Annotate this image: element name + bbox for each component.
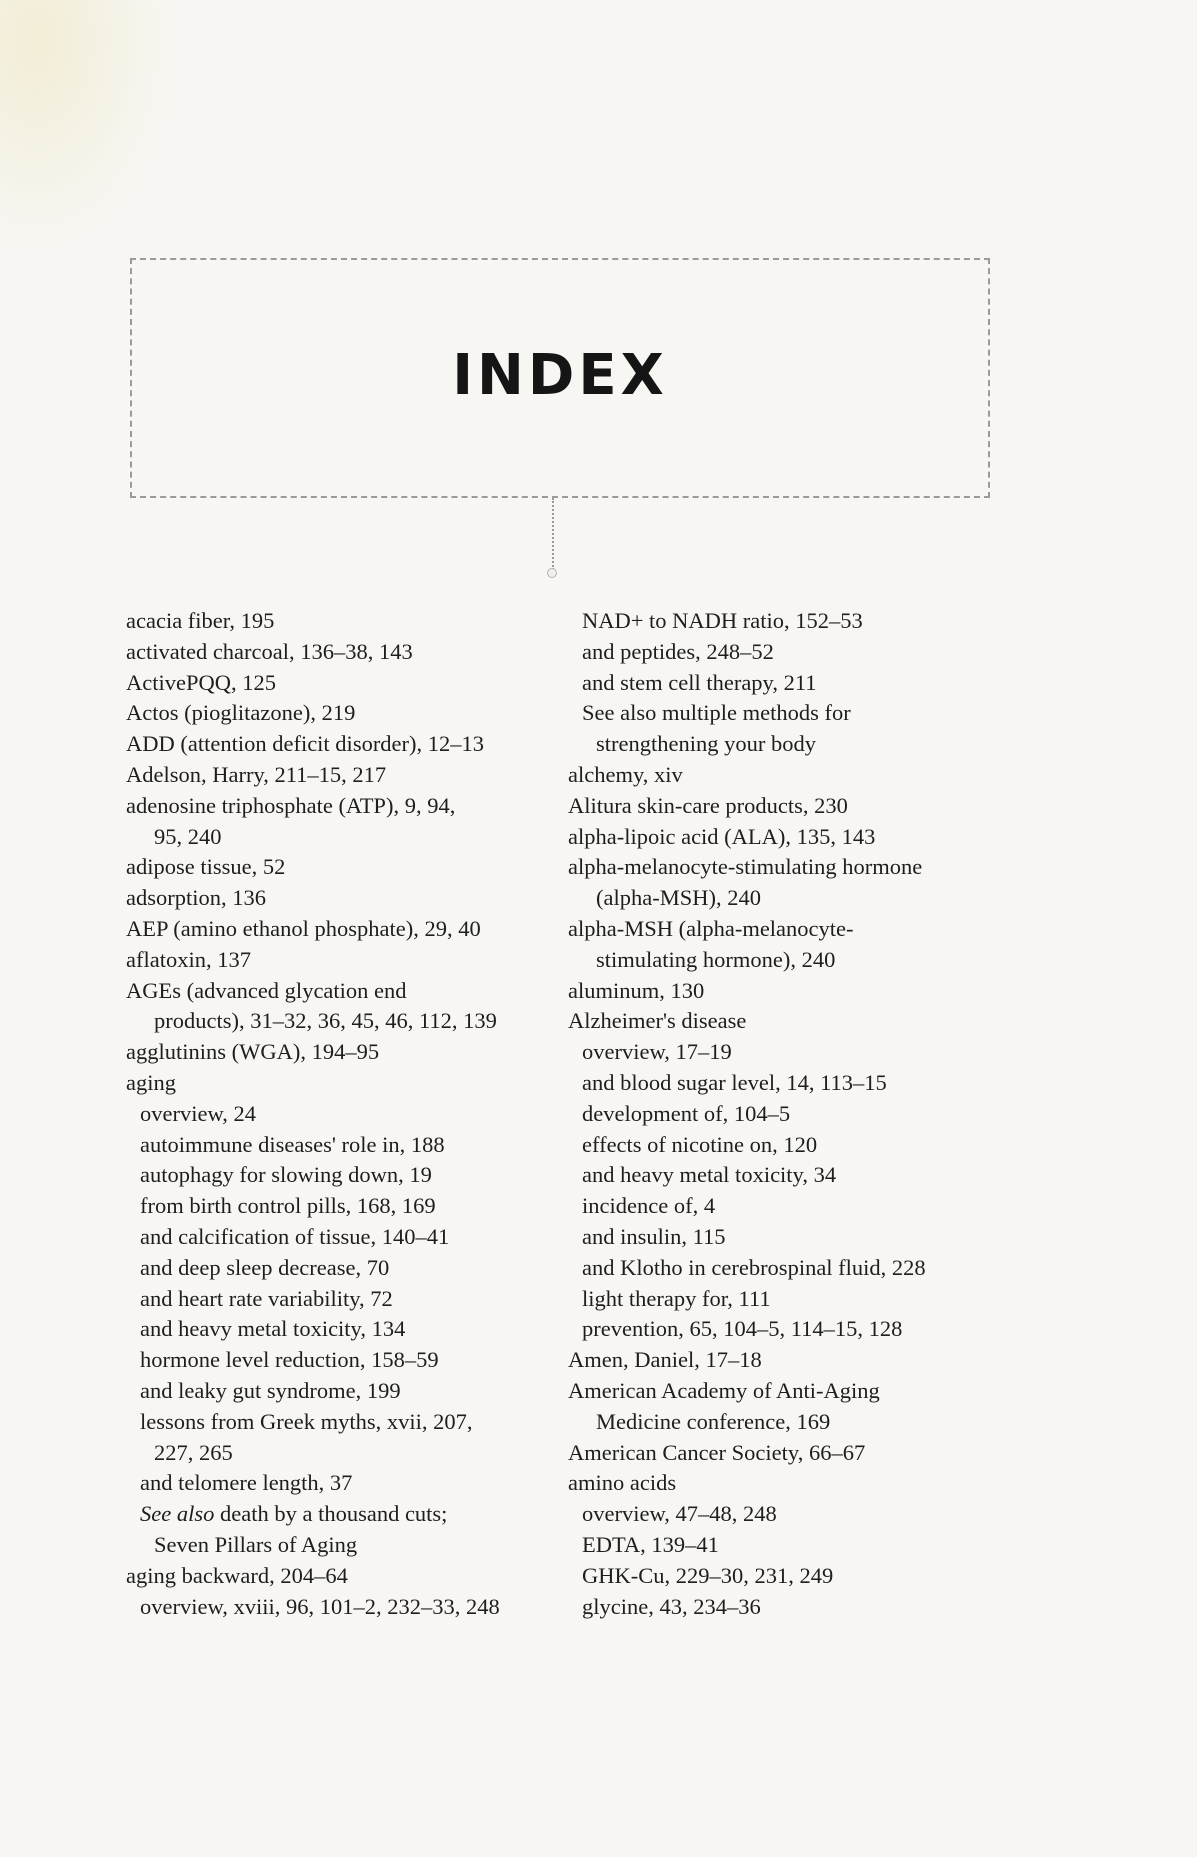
index-subentry	[126, 1592, 546, 1623]
index-entry-text: aging backward, 204–64	[126, 1562, 348, 1588]
index-entry-text: alchemy, xiv	[568, 761, 683, 787]
index-entry	[568, 822, 1008, 853]
index-entry-text: 95, 240	[154, 823, 222, 849]
index-subentry	[126, 822, 546, 853]
index-subentry	[126, 1099, 546, 1130]
index-subentry	[126, 1284, 546, 1315]
index-entry-text: adsorption, 136	[126, 885, 266, 911]
index-entry-text: NAD+ to NADH ratio, 152–53	[582, 608, 863, 633]
index-entry-text: overview, xviii, 96, 101–2, 232–33, 248	[140, 1593, 500, 1619]
index-entry-text: Medicine conference, 169	[596, 1408, 831, 1434]
connector-dot-icon	[547, 568, 557, 578]
index-entry	[568, 1006, 1008, 1037]
index-entry-text: and Klotho in cerebrospinal fluid, 228	[582, 1254, 926, 1280]
index-entry-text: Alitura skin-care products, 230	[568, 792, 848, 818]
index-entry-text: aluminum, 130	[568, 977, 705, 1003]
index-subentry	[568, 1592, 1008, 1623]
index-subentry	[126, 1130, 546, 1161]
index-entry	[126, 914, 546, 945]
page-stain	[0, 0, 180, 260]
index-entry-text: incidence of, 4	[582, 1193, 716, 1219]
index-subentry	[568, 1037, 1008, 1068]
index-entry	[126, 668, 546, 699]
index-entry-text: ActivePQQ, 125	[126, 669, 276, 695]
index-subentry	[126, 1006, 546, 1037]
index-entry-text: and insulin, 115	[582, 1223, 726, 1249]
index-entry-text: Adelson, Harry, 211–15, 217	[126, 761, 387, 787]
index-entry-text: acacia fiber, 195	[126, 608, 275, 633]
index-entry-text: and heart rate variability, 72	[140, 1285, 393, 1311]
index-subentry	[126, 1376, 546, 1407]
index-entry	[126, 698, 546, 729]
index-subentry	[568, 1561, 1008, 1592]
index-entry-text: American Academy of Anti-Aging	[568, 1377, 880, 1403]
index-entry	[568, 1345, 1008, 1376]
index-entry	[568, 852, 1008, 883]
index-entry-text: products), 31–32, 36, 45, 46, 112, 139	[154, 1008, 497, 1034]
index-subentry	[568, 1160, 1008, 1191]
index-entry-text: Amen, Daniel, 17–18	[568, 1347, 762, 1373]
index-entry-text: and heavy metal toxicity, 34	[582, 1162, 837, 1188]
index-entry-text: and leaky gut syndrome, 199	[140, 1377, 401, 1403]
index-entry	[568, 914, 1008, 945]
index-subentry	[568, 1222, 1008, 1253]
index-entry-text: overview, 17–19	[582, 1039, 732, 1065]
index-subentry	[126, 1438, 546, 1469]
index-entry-text: and heavy metal toxicity, 134	[140, 1316, 406, 1342]
index-entry-text: lessons from Greek myths, xvii, 207,	[140, 1408, 473, 1434]
page-title: INDEX	[452, 343, 668, 408]
index-entry-text: and deep sleep decrease, 70	[140, 1254, 390, 1280]
index-entry-text: (alpha-MSH), 240	[596, 885, 761, 911]
index-entry-text: agglutinins (WGA), 194–95	[126, 1039, 380, 1065]
index-subentry	[126, 1222, 546, 1253]
index-entry	[568, 1468, 1008, 1499]
index-entry	[126, 606, 546, 637]
index-entry	[126, 1561, 546, 1592]
index-entry-text: strengthening your body	[596, 731, 816, 757]
index-entry-text: development of, 104–5	[582, 1100, 791, 1126]
index-subentry	[126, 1345, 546, 1376]
index-entry-text: alpha-lipoic acid (ALA), 135, 143	[568, 823, 876, 849]
index-column-left	[126, 606, 546, 1622]
index-entry	[126, 729, 546, 760]
index-entry-text: adipose tissue, 52	[126, 854, 286, 880]
index-entry-text: AGEs (advanced glycation end	[126, 977, 407, 1003]
index-subentry	[568, 729, 1008, 760]
index-entry	[126, 883, 546, 914]
index-subentry	[568, 1068, 1008, 1099]
index-entry	[126, 1068, 546, 1099]
index-entry	[126, 976, 546, 1007]
index-entry-text: glycine, 43, 234–36	[582, 1593, 761, 1619]
index-subentry	[568, 1099, 1008, 1130]
index-entry	[126, 852, 546, 883]
index-entry-text: GHK-Cu, 229–30, 231, 249	[582, 1562, 834, 1588]
index-subentry	[126, 1499, 546, 1530]
index-entry	[568, 791, 1008, 822]
index-entry-text: stimulating hormone), 240	[596, 946, 836, 972]
index-entry-text: overview, 24	[140, 1100, 257, 1126]
index-subentry	[126, 1407, 546, 1438]
index-entry-text: and peptides, 248–52	[582, 638, 774, 664]
index-entry	[126, 637, 546, 668]
index-entry-text: aging	[126, 1069, 176, 1095]
index-entry	[126, 945, 546, 976]
index-subentry	[568, 606, 1008, 637]
index-entry-text: Actos (pioglitazone), 219	[126, 700, 356, 726]
index-subentry	[568, 637, 1008, 668]
index-subentry	[568, 883, 1008, 914]
index-entry-text: amino acids	[568, 1470, 677, 1496]
index-entry-text: Seven Pillars of Aging	[154, 1531, 358, 1557]
index-entry-text: and stem cell therapy, 211	[582, 669, 817, 695]
title-connector-line	[552, 498, 554, 570]
index-subentry	[568, 1191, 1008, 1222]
index-entry-text: from birth control pills, 168, 169	[140, 1193, 436, 1219]
index-entry-text: See also multiple methods for	[582, 700, 851, 726]
see-also-label: See also	[140, 1501, 215, 1527]
index-entry-text: light therapy for, 111	[582, 1285, 771, 1311]
index-subentry	[568, 1284, 1008, 1315]
index-subentry	[568, 1314, 1008, 1345]
index-subentry	[126, 1160, 546, 1191]
index-entry-text: prevention, 65, 104–5, 114–15, 128	[582, 1316, 903, 1342]
index-subentry	[126, 1468, 546, 1499]
index-entry-text: EDTA, 139–41	[582, 1531, 719, 1557]
index-entry-text: ADD (attention deficit disorder), 12–13	[126, 731, 485, 757]
index-entry-text: and blood sugar level, 14, 113–15	[582, 1069, 887, 1095]
index-subentry	[568, 945, 1008, 976]
index-entry-text: aflatoxin, 137	[126, 946, 251, 972]
index-entry-text: activated charcoal, 136–38, 143	[126, 638, 413, 664]
index-entry-text: alpha-melanocyte-stimulating hormone	[568, 854, 923, 880]
index-subentry	[568, 1499, 1008, 1530]
index-entry-text: American Cancer Society, 66–67	[568, 1439, 866, 1465]
index-entry-text: and calcification of tissue, 140–41	[140, 1223, 450, 1249]
index-entry-text: 227, 265	[154, 1439, 233, 1465]
index-entry	[126, 1037, 546, 1068]
title-frame	[130, 258, 990, 498]
index-entry-text: autophagy for slowing down, 19	[140, 1162, 432, 1188]
index-entry-text: hormone level reduction, 158–59	[140, 1347, 439, 1373]
index-entry	[126, 791, 546, 822]
index-entry-text: alpha-MSH (alpha-melanocyte-	[568, 915, 854, 941]
index-entry-text: effects of nicotine on, 120	[582, 1131, 818, 1157]
index-entry	[126, 760, 546, 791]
index-entry	[568, 1376, 1008, 1407]
index-subentry	[126, 1530, 546, 1561]
index-subentry	[126, 1314, 546, 1345]
index-subentry	[568, 698, 1008, 729]
index-subentry	[568, 668, 1008, 699]
index-entry	[568, 976, 1008, 1007]
index-entry-text: death by a thousand cuts;	[219, 1501, 448, 1527]
index-subentry	[568, 1130, 1008, 1161]
index-entry	[568, 760, 1008, 791]
index-entry-text: adenosine triphosphate (ATP), 9, 94,	[126, 792, 456, 818]
index-column-right	[568, 606, 1008, 1622]
index-subentry	[568, 1530, 1008, 1561]
index-subentry	[568, 1253, 1008, 1284]
index-entry	[568, 1438, 1008, 1469]
index-entry-text: overview, 47–48, 248	[582, 1501, 777, 1527]
index-entry-text: Alzheimer's disease	[568, 1008, 747, 1034]
index-entry-text: autoimmune diseases' role in, 188	[140, 1131, 445, 1157]
index-entry-text: and telomere length, 37	[140, 1470, 353, 1496]
index-entry-text: AEP (amino ethanol phosphate), 29, 40	[126, 915, 481, 941]
index-subentry	[568, 1407, 1008, 1438]
index-subentry	[126, 1253, 546, 1284]
index-subentry	[126, 1191, 546, 1222]
